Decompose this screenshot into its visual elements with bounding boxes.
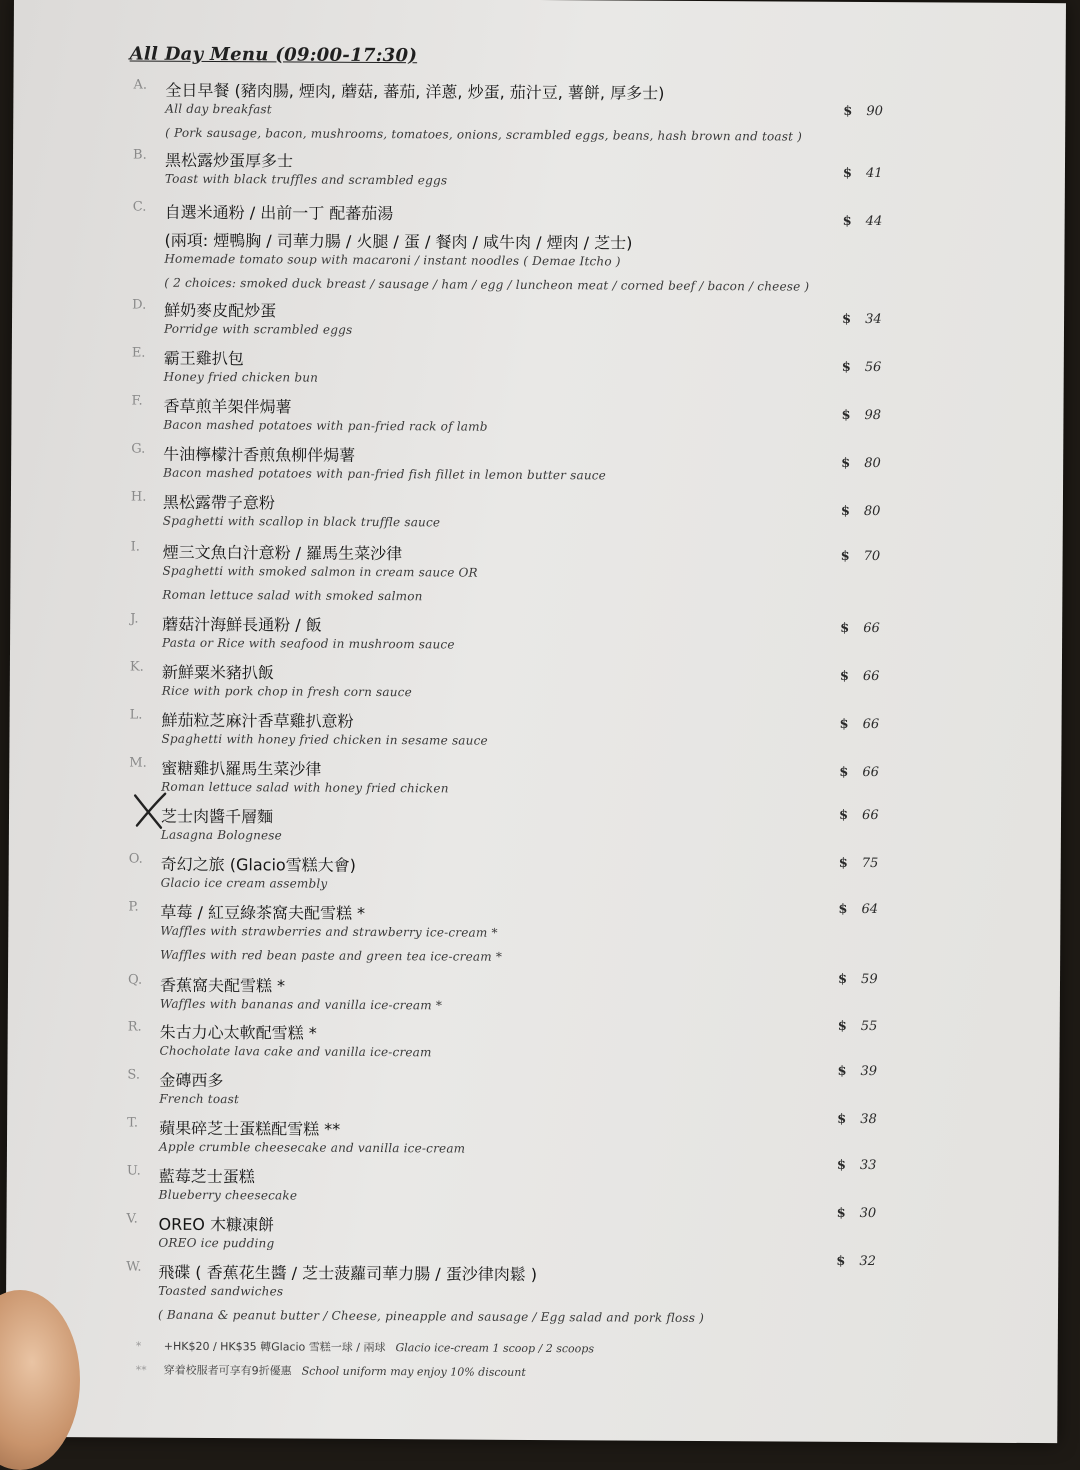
item-price xyxy=(836,1254,876,1269)
item-name-english: Lasagna Bolognese xyxy=(160,827,283,843)
item-letter: H. xyxy=(130,489,147,505)
menu-item xyxy=(8,899,1060,964)
item-name-chinese: 牛油檸檬汁香煎魚柳伴焗薯 xyxy=(163,444,356,465)
price-value: 80 xyxy=(863,503,881,520)
currency-symbol: $ xyxy=(836,1253,846,1269)
item-letter: V. xyxy=(126,1211,138,1227)
menu-item xyxy=(6,1253,1058,1326)
item-price xyxy=(842,312,882,327)
item-name-chinese: OREO 木糠凍餅 xyxy=(158,1214,275,1235)
footnote-chinese: +HK$20 / HK$35 轉Glacio 雪糕一球 / 兩球 xyxy=(163,1339,386,1355)
price-value: 44 xyxy=(865,213,883,230)
item-letter: S. xyxy=(127,1067,141,1083)
price-value: 55 xyxy=(860,1018,878,1035)
price-value: 59 xyxy=(861,971,878,988)
footnote xyxy=(136,1362,526,1380)
footnote xyxy=(136,1338,594,1357)
item-name-chinese: 奇幻之旅 (Glacio雪糕大會) xyxy=(160,854,357,875)
item-letter: R. xyxy=(127,1019,142,1035)
item-name-english: Blueberry cheesecake xyxy=(158,1187,298,1203)
item-name-english: Bacon mashed potatoes with pan-fried fish fillet in lemon butter sauce xyxy=(163,465,607,483)
currency-symbol: $ xyxy=(842,213,852,229)
currency-symbol: $ xyxy=(839,716,849,732)
currency-symbol: $ xyxy=(837,971,848,987)
item-price xyxy=(837,1158,877,1173)
price-value: 33 xyxy=(859,1157,877,1174)
menu-item xyxy=(11,489,1063,530)
currency-symbol: $ xyxy=(842,165,853,181)
item-price xyxy=(843,104,883,119)
item-name-english: All day breakfast xyxy=(165,101,272,117)
item-description-english: ( Pork sausage, bacon, mushrooms, tomatoes, onions, scrambled eggs, beans, hash brown and toast ) xyxy=(165,125,803,144)
item-name-english: Waffles with bananas and vanilla ice-cream * xyxy=(159,996,443,1013)
currency-symbol: $ xyxy=(837,1018,847,1034)
price-value: 66 xyxy=(862,668,880,685)
item-price xyxy=(837,1064,877,1079)
item-price xyxy=(843,214,883,229)
item-name-english: Pasta or Rice with seafood in mushroom sauce xyxy=(162,635,455,652)
currency-symbol: $ xyxy=(842,311,852,327)
menu-item xyxy=(11,441,1063,483)
item-description-english: ( 2 choices: smoked duck breast / sausage / ham / egg / luncheon meat / corned beef / bacon / cheese ) xyxy=(164,275,810,294)
item-price xyxy=(841,549,881,564)
item-letter: B. xyxy=(132,147,147,163)
price-value: 38 xyxy=(860,1111,877,1128)
item-name-chinese: 全日早餐 (豬肉腸, 煙肉, 蘑菇, 蕃茄, 洋蔥, 炒蛋, 茄汁豆, 薯餅, 厚多士) xyxy=(165,80,665,103)
price-value: 75 xyxy=(861,855,879,872)
item-letter: A. xyxy=(133,77,148,93)
item-letter: O. xyxy=(128,851,143,867)
item-name-chinese: 鮮茄粒芝麻汁香草雞扒意粉 xyxy=(161,710,354,731)
item-price xyxy=(841,456,881,471)
footnote-english: School uniform may enjoy 10% discount xyxy=(301,1364,526,1379)
item-letter: F. xyxy=(131,393,143,409)
item-name-english: Toast with black truffles and scrambled eggs xyxy=(164,171,448,188)
currency-symbol: $ xyxy=(836,1157,846,1173)
item-description-english: Roman lettuce salad with smoked salmon xyxy=(162,587,423,604)
footnote-chinese: 穿着校服者可享有9折優惠 xyxy=(163,1363,292,1378)
item-name-chinese: 藍莓芝士蛋糕 xyxy=(158,1166,255,1187)
item-name-english: Bacon mashed potatoes with pan-fried rack of lamb xyxy=(163,417,488,434)
item-name-english: Glacio ice cream assembly xyxy=(160,875,328,891)
item-price xyxy=(837,1112,877,1127)
item-letter: T. xyxy=(127,1115,139,1131)
price-value: 66 xyxy=(862,764,879,781)
menu-item xyxy=(11,539,1063,604)
item-name-chinese: 草莓 / 紅豆綠茶窩夫配雪糕 * xyxy=(160,902,366,923)
menu-item xyxy=(9,851,1061,891)
price-value: 80 xyxy=(864,455,881,472)
item-name-english: Honey fried chicken bun xyxy=(163,369,319,385)
item-name-english: Rice with pork chop in fresh corn sauce xyxy=(161,683,412,700)
item-letter: K. xyxy=(129,659,144,675)
currency-symbol: $ xyxy=(840,503,850,519)
menu-item xyxy=(10,611,1062,652)
currency-symbol: $ xyxy=(837,1063,847,1079)
item-price xyxy=(842,360,882,375)
currency-symbol: $ xyxy=(838,807,849,823)
item-name-chinese: 自選米通粉 / 出前一丁 配蕃茄湯 xyxy=(164,202,394,224)
item-letter: J. xyxy=(130,611,139,627)
item-name-english: Homemade tomato soup with macaroni / instant noodles ( Demae Itcho ) xyxy=(164,251,621,269)
menu-item xyxy=(12,393,1064,434)
item-letter: I. xyxy=(130,539,140,555)
item-name-chinese: 霸王雞扒包 xyxy=(163,348,244,369)
price-value: 70 xyxy=(863,548,881,565)
item-letter: P. xyxy=(128,899,139,915)
item-name-chinese: 黑松露炒蛋厚多士 xyxy=(164,150,294,171)
price-value: 39 xyxy=(860,1063,878,1080)
price-value: 90 xyxy=(866,103,883,120)
menu-item xyxy=(7,1205,1059,1251)
currency-symbol: $ xyxy=(839,668,849,684)
item-name-chinese: 蘑菇汁海鮮長通粉 / 飯 xyxy=(162,614,322,635)
item-name-chinese: 金磚西多 xyxy=(159,1070,224,1091)
item-letter: M. xyxy=(129,755,147,771)
menu-item xyxy=(14,77,1066,144)
item-name-chinese: 新鮮粟米豬扒飯 xyxy=(161,662,274,683)
item-name-chinese: 蜜糖雞扒羅馬生菜沙律 xyxy=(161,758,322,779)
menu-item xyxy=(8,971,1060,1013)
footnote-mark: ** xyxy=(135,1363,147,1377)
currency-symbol: $ xyxy=(837,1111,847,1127)
item-price xyxy=(839,765,879,780)
item-name-chinese: 煙三文魚白汁意粉 / 羅馬生菜沙律 xyxy=(162,542,403,564)
item-price xyxy=(839,808,879,823)
price-value: 41 xyxy=(865,165,883,182)
menu-item xyxy=(7,1063,1059,1107)
item-price xyxy=(840,621,880,636)
menu-item xyxy=(12,345,1064,385)
item-name-english: Porridge with scrambled eggs xyxy=(163,321,353,337)
item-name-chinese: 芝士肉醬千層麵 xyxy=(160,806,274,827)
item-letter: C. xyxy=(132,199,147,215)
currency-symbol: $ xyxy=(841,455,851,471)
price-value: 66 xyxy=(863,620,880,637)
item-letter: Q. xyxy=(127,972,143,988)
menu-item xyxy=(13,199,1065,294)
item-name-english: Apple crumble cheesecake and vanilla ice-cream xyxy=(158,1139,466,1156)
menu-item xyxy=(10,707,1062,748)
item-name-chinese: 朱古力心太軟配雪糕 * xyxy=(159,1022,317,1043)
menu-item xyxy=(9,755,1061,796)
item-name-chinese: 飛碟 ( 香蕉花生醬 / 芝士菠蘿司華力腸 / 蛋沙律肉鬆 ) xyxy=(158,1262,538,1285)
item-price xyxy=(843,166,883,181)
item-name-english: Roman lettuce salad with honey fried chicken xyxy=(161,779,449,796)
item-name-english: Chocholate lava cake and vanilla ice-cream xyxy=(159,1043,432,1060)
item-description-english: Waffles with red bean paste and green tea ice-cream * xyxy=(160,947,503,964)
footnote-mark: * xyxy=(135,1339,142,1353)
item-options-chinese: (兩項: 煙鴨胸 / 司華力腸 / 火腿 / 蛋 / 餐肉 / 咸牛肉 / 煙肉 / 芝士) xyxy=(164,230,633,253)
currency-symbol: $ xyxy=(836,1205,846,1221)
item-name-chinese: 鮮奶麥皮配炒蛋 xyxy=(164,300,277,321)
item-price xyxy=(841,408,881,423)
price-value: 30 xyxy=(859,1205,877,1222)
footnote-english: Glacio ice-cream 1 scoop / 2 scoops xyxy=(395,1341,595,1356)
item-letter: W. xyxy=(126,1259,142,1275)
item-name-english: Spaghetti with scallop in black truffle sauce xyxy=(162,513,441,530)
item-name-chinese: 蘋果碎芝士蛋糕配雪糕 ** xyxy=(159,1118,341,1139)
item-letter: E. xyxy=(131,345,146,361)
currency-symbol: $ xyxy=(843,103,853,119)
item-name-english: Spaghetti with smoked salmon in cream sauce OR xyxy=(162,563,478,580)
menu-sheet xyxy=(5,0,1066,1443)
price-value: 66 xyxy=(862,716,880,733)
item-price xyxy=(840,669,880,684)
item-name-chinese: 黑松露帶子意粉 xyxy=(162,492,275,513)
menu-item xyxy=(9,803,1061,843)
price-value: 64 xyxy=(861,901,879,918)
currency-symbol: $ xyxy=(838,855,848,871)
item-letter: G. xyxy=(131,441,146,457)
menu-item xyxy=(7,1157,1059,1203)
price-value: 66 xyxy=(862,807,879,824)
item-letter: U. xyxy=(126,1163,141,1179)
currency-symbol: $ xyxy=(841,359,851,375)
item-price xyxy=(840,717,880,732)
currency-symbol: $ xyxy=(838,901,848,917)
item-price xyxy=(838,902,878,917)
currency-symbol: $ xyxy=(839,764,849,780)
item-description-english: ( Banana & peanut butter / Cheese, pineapple and sausage / Egg salad and pork floss ) xyxy=(157,1307,705,1326)
currency-symbol: $ xyxy=(840,620,850,636)
item-letter: D. xyxy=(132,297,147,313)
item-price xyxy=(839,856,879,871)
item-letter: L. xyxy=(129,707,143,723)
item-name-chinese: 香蕉窩夫配雪糕 * xyxy=(159,975,286,996)
currency-symbol: $ xyxy=(841,407,851,423)
item-price xyxy=(838,972,878,987)
item-name-english: French toast xyxy=(159,1091,240,1107)
price-value: 56 xyxy=(864,359,882,376)
item-name-chinese: 香草煎羊架伴焗薯 xyxy=(163,396,292,417)
menu-item xyxy=(10,659,1062,700)
menu-item xyxy=(8,1018,1060,1060)
price-value: 98 xyxy=(864,407,882,424)
item-name-english: Toasted sandwiches xyxy=(158,1283,284,1299)
menu-title: All Day Menu (09:00-17:30) xyxy=(129,43,418,67)
price-value: 34 xyxy=(865,311,882,328)
currency-symbol: $ xyxy=(840,548,850,564)
item-price xyxy=(841,504,881,519)
item-name-english: Waffles with strawberries and strawberry ice-cream * xyxy=(160,923,498,940)
item-price xyxy=(837,1206,877,1221)
price-value: 32 xyxy=(859,1253,876,1270)
item-name-english: OREO ice pudding xyxy=(158,1235,275,1251)
menu-item xyxy=(12,297,1064,337)
menu-item xyxy=(7,1111,1059,1156)
menu-item xyxy=(13,147,1065,188)
item-name-english: Spaghetti with honey fried chicken in sesame sauce xyxy=(161,731,488,748)
item-price xyxy=(838,1019,878,1034)
